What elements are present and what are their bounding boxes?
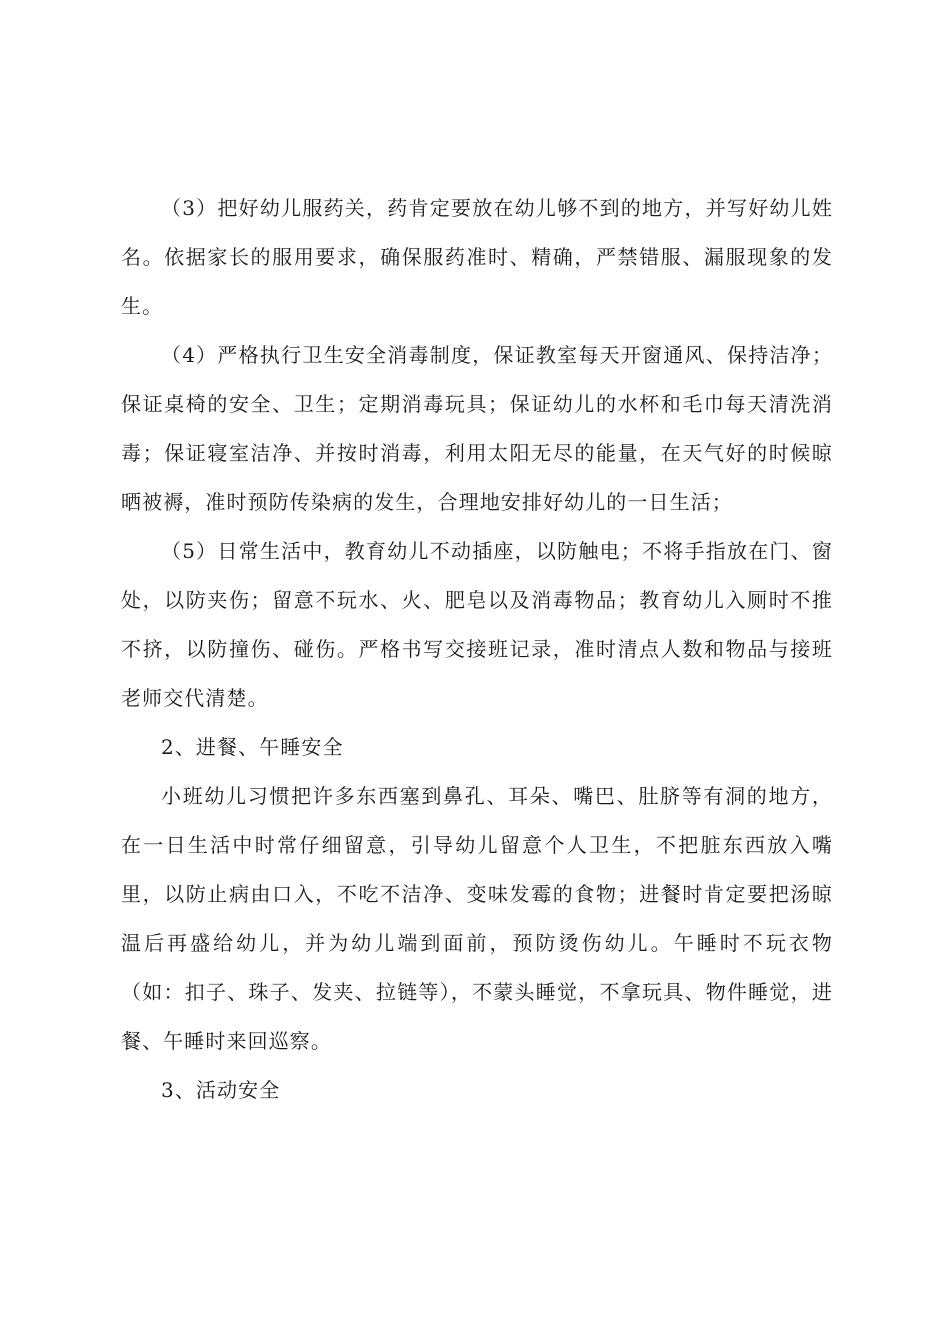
section-heading-activity-safety: 3、活动安全 bbox=[161, 1078, 281, 1102]
paragraph-meal-nap-safety: 小班幼儿习惯把许多东西塞到鼻孔、耳朵、嘴巴、肚脐等有洞的地方，在一日生活中时常仔细留意，引导幼儿留意个人卫生，不把脏东西放入嘴里，以防止病由口入，不吃不洁净、变味发霉的食物；进餐时肯定要把汤晾温后再盛给幼儿，并为幼儿端到面前，预防烫伤幼儿。午睡时不玩衣物（如：扣子、珠子、发夹、拉链等），不蒙头睡觉，不拿玩具、物件睡觉，进餐、午睡时来回巡察。 bbox=[121, 784, 833, 1053]
section-heading-meal-nap-safety: 2、进餐、午睡安全 bbox=[161, 735, 344, 759]
paragraph-medication: （3）把好幼儿服药关，药肯定要放在幼儿够不到的地方，并写好幼儿姓名。依据家长的服用要求，确保服药准时、精确，严禁错服、漏服现象的发生。 bbox=[121, 196, 833, 318]
paragraph-hygiene-disinfection: （4）严格执行卫生安全消毒制度，保证教室每天开窗通风、保持洁净；保证桌椅的安全、卫生；定期消毒玩具；保证幼儿的水杯和毛巾每天清洗消毒；保证寝室洁净、并按时消毒，利用太阳无尽的能量，在天气好的时候晾晒被褥，准时预防传染病的发生，合理地安排好幼儿的一日生活； bbox=[121, 343, 833, 514]
paragraph-daily-safety: （5）日常生活中，教育幼儿不动插座，以防触电；不将手指放在门、窗处，以防夹伤；留意不玩水、火、肥皂以及消毒物品；教育幼儿入厕时不推不挤，以防撞伤、碰伤。严格书写交接班记录，准时清点人数和物品与接班老师交代清楚。 bbox=[121, 539, 833, 710]
document-body bbox=[121, 184, 833, 1115]
